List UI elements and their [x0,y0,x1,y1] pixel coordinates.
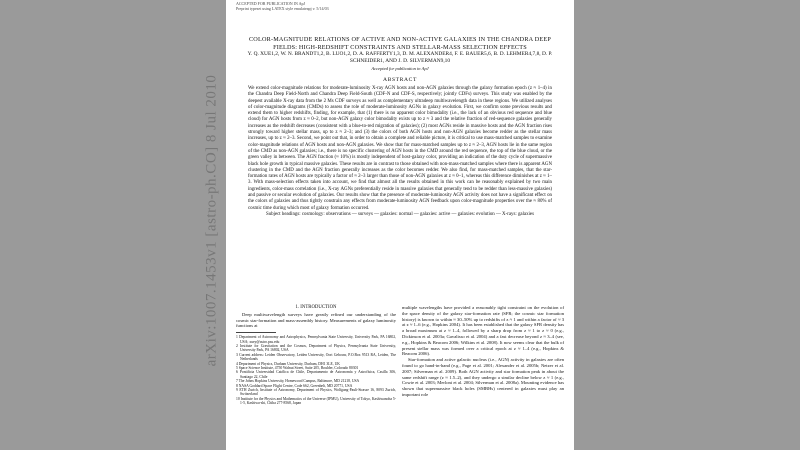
section-heading: 1. INTRODUCTION [295,305,337,310]
header-line: ACCEPTED FOR PUBLICATION IN ApJ [236,1,306,6]
accepted-note: Accepted for publication in ApJ [371,66,429,71]
footnote: 4 Department of Physics, Durham University, Durham, DH1 3LE, UK [236,361,340,366]
footnote: 8 NASA Goddard Space Flight Centre, Code 662, Greenbelt, MD 20771, USA [236,383,353,388]
preprint-header [236,1,329,11]
abstract-heading: ABSTRACT [382,77,418,83]
subject-headings: Subject headings: cosmology: observations — surveys — galaxies: normal — galaxies: active — galaxies: evolution — X-rays: galaxies [266,211,534,217]
author-list: Y. Q. XUE1,2, W. N. BRANDT1,2, B. LUO1,2, D. A. RAFFERTY1,3, D. M. ALEXANDER4, F. E. BAUER5,6, B. D. LEHMER4,7,8, D. P. SCHNEIDER1, AND J. D. SILVERMAN9,10 [247,51,553,64]
abstract [248,86,552,218]
intro-paragraph: Star-formation and active galactic nucleus (i.e., AGN) activity in galaxies are often found to go hand-in-hand (e.g., Page et al. 2001; Alexander et al. 2005b; Netzer et al. 2007; Silverman et al. 2009). Both AGN activity and star formation peak in about the same redshift range (z ≈ 1.5–2), and they undergo a similar decline below z ≈ 1 (e.g., Cowie et al. 2003; Merloni et al. 2004; Silverman et al. 2008a). Mounting evidence has shown that supermassive black holes (SMBHs) centered in galaxies must play an important role [402,357,564,397]
abstract-text: We extend color-magnitude relations for moderate-luminosity X-ray AGN hosts and non-AGN galaxies through the galaxy formation epoch (z ≈ 1–4) in the Chandra Deep Field-North and Chandra Deep Field-South (CDF-N and CDF-S, respectively; jointly CDFs) surveys. This study was enabled by the deepest available X-ray data from the 2 Ms CDF surveys as well as complementary ultradeep multiwavelength data in these regions. We utilized analyses of color-magnitude diagrams (CMDs) to assess the role of moderate-luminosity AGNs in galaxy evolution. First, we confirm some previous results and extend them to higher redshifts, finding, for example, that (1) there is no apparent color bimodality (i.e., the lack of an obvious red sequence and blue cloud) for AGN hosts from z ≈ 0–2, but non-AGN galaxy color bimodality exists up to z ≈ 3 and the relative fraction of red-sequence galaxies generally increases as the redshift decreases (consistent with a blue-to-red migration of galaxies); (2) most AGNs reside in massive hosts and the AGN fraction rises strongly toward higher stellar mass, up to z ≈ 2–3; and (3) the colors of both AGN hosts and non-AGN galaxies become redder as the stellar mass increases, up to z ≈ 2–3. Second, we point out that, in order to obtain a complete and reliable picture, it is critical to use mass-matched samples to examine color-magnitude relations of AGN hosts and non-AGN galaxies. We show that for mass-matched samples up to z ≈ 2–3, AGN hosts lie in the same region of the CMD as non-AGN galaxies; i.e., there is no specific clustering of AGN hosts in the CMD around the red sequence, the top of the blue cloud, or the green valley in between. The AGN fraction (≈ 10%) is mostly independent of host-galaxy color, providing an indication of the duty cycle of supermassive black hole growth in typical massive galaxies. These results are in contrast to those obtained with non-mass-matched samples where there is apparent AGN clustering in the CMD and the AGN fraction generally increases as the color becomes redder. We also find, for mass-matched samples, that the star-formation rates of AGN hosts are typically a factor of ≈ 2–3 larger than those of non-AGN galaxies at z ≈ 0–1, whereas this difference diminishes at z ≈ 1–3. With mass-selection effects taken into account, we find that almost all the results obtained in this work can be reasonably explained by two main ingredients, color-mass correlation (i.e., X-ray AGNs preferentially reside in massive galaxies that generally tend to be redder than less-massive galaxies) and passive or secular evolution of galaxies. Our results show that the presence of moderate-luminosity AGN activity does not have a significant effect on the colors of galaxies and thus tightly constrain any effects from moderate-luminosity AGN feedback upon color-magnitude properties over the ≈ 80% of cosmic time during which most of galaxy formation occurred. [248,86,552,211]
footnote-rule [236,332,276,333]
footnote: 9 ETH Zurich, Institute of Astronomy, Department of Physics, Wolfgang-Pauli-Strasse 16, 8093 Zurich, Switzerland [236,388,396,397]
header-line: Preprint typeset using LATEX style emulateapj v. 5/14/03 [236,6,329,11]
footnote: 3 Current address: Leiden Observatory, Leiden University, Oort Gebouw, P.O.Box 9513 RA, Leiden, The Netherlands [236,352,396,362]
footnote: 10 Institute for the Physics and Mathematics of the Universe (IPMU), University of Tokyo, Kashiwanoha 5-1-5, Kashiwa-shi, Chiba 277-8568, Japan [236,396,396,406]
footnote: 7 The Johns Hopkins University, Homewood Campus, Baltimore, MD 21218, USA [236,379,360,384]
right-column [402,305,564,398]
paper-title: COLOR-MAGNITUDE RELATIONS OF ACTIVE AND NON-ACTIVE GALAXIES IN THE CHANDRA DEEP FIELDS: HIGH-REDSHIFT CONSTRAINTS AND STELLAR-MASS SELECTION EFFECTS [248,36,551,51]
footnote: 1 Department of Astronomy and Astrophysics, Pennsylvania State University, University Park, PA 16802, USA; xuey@astro.psu.edu [236,335,396,344]
paper-page [226,0,574,450]
footnotes [236,335,396,406]
intro-paragraph: multiple wavelengths have provided a reasonably tight constraint on the evolution of the space density of the galaxy star-formation rate (SFR; the cosmic star formation history) is known to within ≈ 30–50% up to redshifts of z ≈ 1 and within a factor of ≈ 3 at z ≈ 1–6 (e.g., Hopkins 2004). It has been established that the galaxy SFR density has a broad maximum at z ≈ 1–4, followed by a sharp drop from z ≈ 1 to z ≈ 0 (e.g., Dickinson et al. 2003a; Gavalisso et al. 2004) and a fast decrease beyond z ≈ 3–4 (see, e.g., Hopkins & Beacom 2006; Wilkins et al. 2008). It now seems clear that the bulk of present stellar mass was formed over a critical epoch at z ≈ 1–4 (e.g., Hopkins & Beacom 2006). [402,305,564,357]
arxiv-identifier: arXiv:1007.1453v1 [astro-ph.CO] 8 Jul 2010 [203,74,220,366]
footnote: 5 Space Science Institute, 4750 Walnut Street, Suite 205, Boulder, Colorado 80301 [236,366,359,371]
intro-paragraph: Deep multiwavelength surveys have greatly refined our understanding of the cosmic star-formation and mass-assembly history. Measurements of galaxy luminosity functions at [236,311,396,329]
footnote: 6 Pontificia Universidad Católica de Chile, Departamento de Astronomía y Astrofísica, Casilla 306, Santiago 22, Chile [236,370,396,379]
arxiv-stamp [197,74,227,366]
footnote: 2 Institute for Gravitation and the Cosmos, Department of Physics, Pennsylvania State University, University Park, PA 16802, USA [236,344,396,353]
left-column [236,305,396,406]
